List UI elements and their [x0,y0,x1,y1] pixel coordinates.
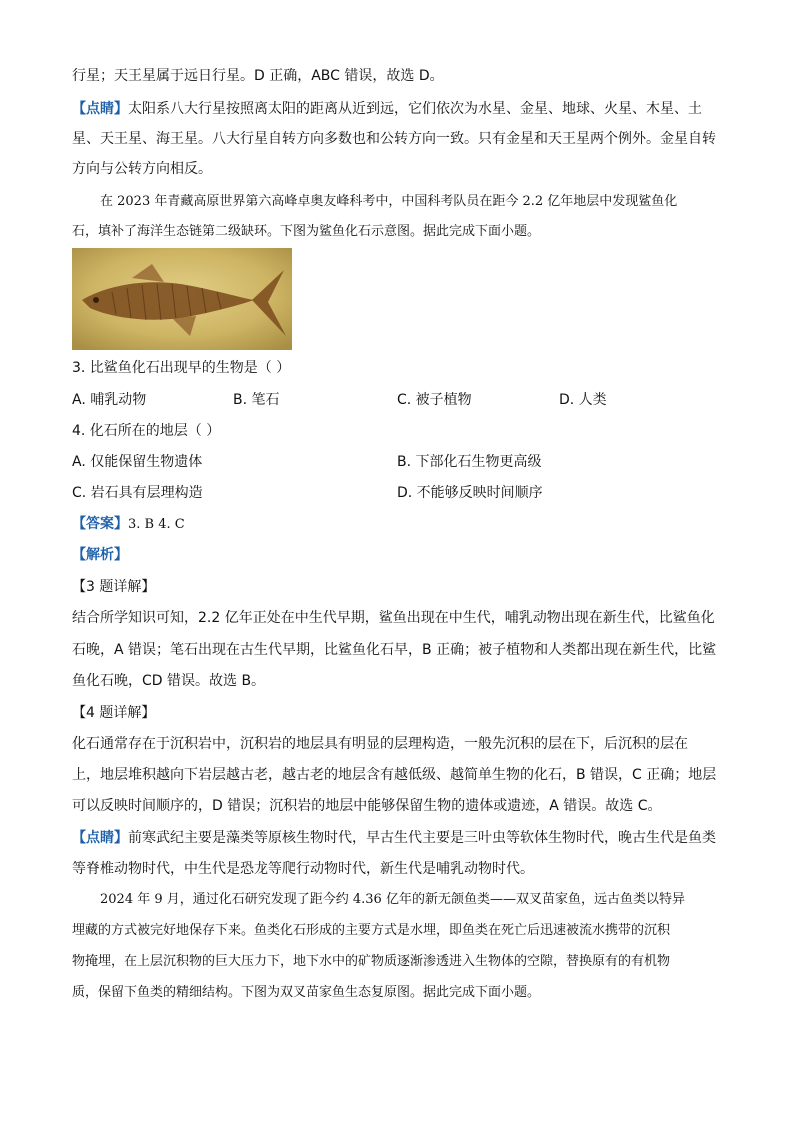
text-line: 方向与公转方向相反。 [72,161,212,177]
analysis-label: 【解析】 [72,547,128,563]
q3-option-d: D. 人类 [559,392,607,408]
text-line: 可以反映时间顺序的，D 错误；沉积岩的地层中能够保留生物的遗体或遗迹，A 错误。故选 C。 [72,798,662,814]
q3-option-a: A. 哺乳动物 [72,392,147,408]
text-line: 行星；天王星属于远日行星。D 正确，ABC 错误，故选 D。 [72,68,444,84]
dianjing-1-line [72,99,702,119]
text-line: 石晚，A 错误；笔石出现在古生代早期，比鲨鱼化石早，B 正确；被子植物和人类都出现在新生代，比鲨 [72,642,717,658]
q3-detail-label: 【3 题详解】 [72,579,156,595]
answer-text: 3. B 4. C [128,517,185,532]
q4-option-b: B. 下部化石生物更高级 [397,454,542,470]
q3-option-c: C. 被子植物 [397,392,472,408]
text-line: 结合所学知识可知，2.2 亿年正处在中生代早期，鲨鱼出现在中生代，哺乳动物出现在新生代，比鲨鱼化 [72,610,715,626]
fish-fossil-image [72,248,292,350]
dianjing-text: 前寒武纪主要是藻类等原核生物时代，早古生代主要是三叶虫等软体生物时代，晚古生代是鱼类 [128,830,716,846]
text-line: 上，地层堆积越向下岩层越古老，越古老的地层含有越低级、越简单生物的化石，B 错误，C 正确；地层 [72,767,717,783]
passage-line: 埋藏的方式被完好地保存下来。鱼类化石形成的主要方式是水埋，即鱼类在死亡后迅速被流水携带的沉积 [72,923,671,938]
passage-line: 质，保留下鱼类的精细结构。下图为双叉苗家鱼生态复原图。据此完成下面小题。 [72,985,541,1000]
q4-option-a: A. 仅能保留生物遗体 [72,454,203,470]
passage-line: 石，填补了海洋生态链第二级缺环。下图为鲨鱼化石示意图。据此完成下面小题。 [72,224,541,239]
passage-line: 物掩埋，在上层沉积物的巨大压力下，地下水中的矿物质逐渐渗透进入生物体的空隙，替换原有的有机物 [72,954,671,969]
passage-line: 2024 年 9 月，通过化石研究发现了距今约 4.36 亿年的新无颌鱼类——双叉苗家鱼，远古鱼类以特异 [100,892,685,907]
dianjing-2-line [72,828,716,848]
answer-label: 【答案】 [72,516,128,532]
q4-option-d: D. 不能够反映时间顺序 [397,485,543,501]
question-3: 3. 比鲨鱼化石出现早的生物是（ ） [72,360,291,376]
dianjing-label: 【点睛】 [72,830,128,846]
answer-line [72,514,185,535]
text-line: 等脊椎动物时代，中生代是恐龙等爬行动物时代，新生代是哺乳动物时代。 [72,861,534,877]
dianjing-text: 太阳系八大行星按照离太阳的距离从近到远，它们依次为水星、金星、地球、火星、木星、土 [128,101,702,117]
text-line: 星、天王星、海王星。八大行星自转方向多数也和公转方向一致。只有金星和天王星两个例外。金星自转 [72,131,716,147]
text-line: 鱼化石晚，CD 错误。故选 B。 [72,673,266,689]
text-line: 化石通常存在于沉积岩中，沉积岩的地层具有明显的层理构造，一般先沉积的层在下，后沉积的层在 [72,736,688,752]
q4-detail-label: 【4 题详解】 [72,705,156,721]
q3-option-b: B. 笔石 [233,392,280,408]
question-4: 4. 化石所在的地层（ ） [72,423,221,439]
q4-option-c: C. 岩石具有层理构造 [72,485,203,501]
dianjing-label: 【点睛】 [72,101,128,117]
passage-line: 在 2023 年青藏高原世界第六高峰卓奥友峰科考中，中国科考队员在距今 2.2 亿年地层中发现鲨鱼化 [100,194,678,209]
